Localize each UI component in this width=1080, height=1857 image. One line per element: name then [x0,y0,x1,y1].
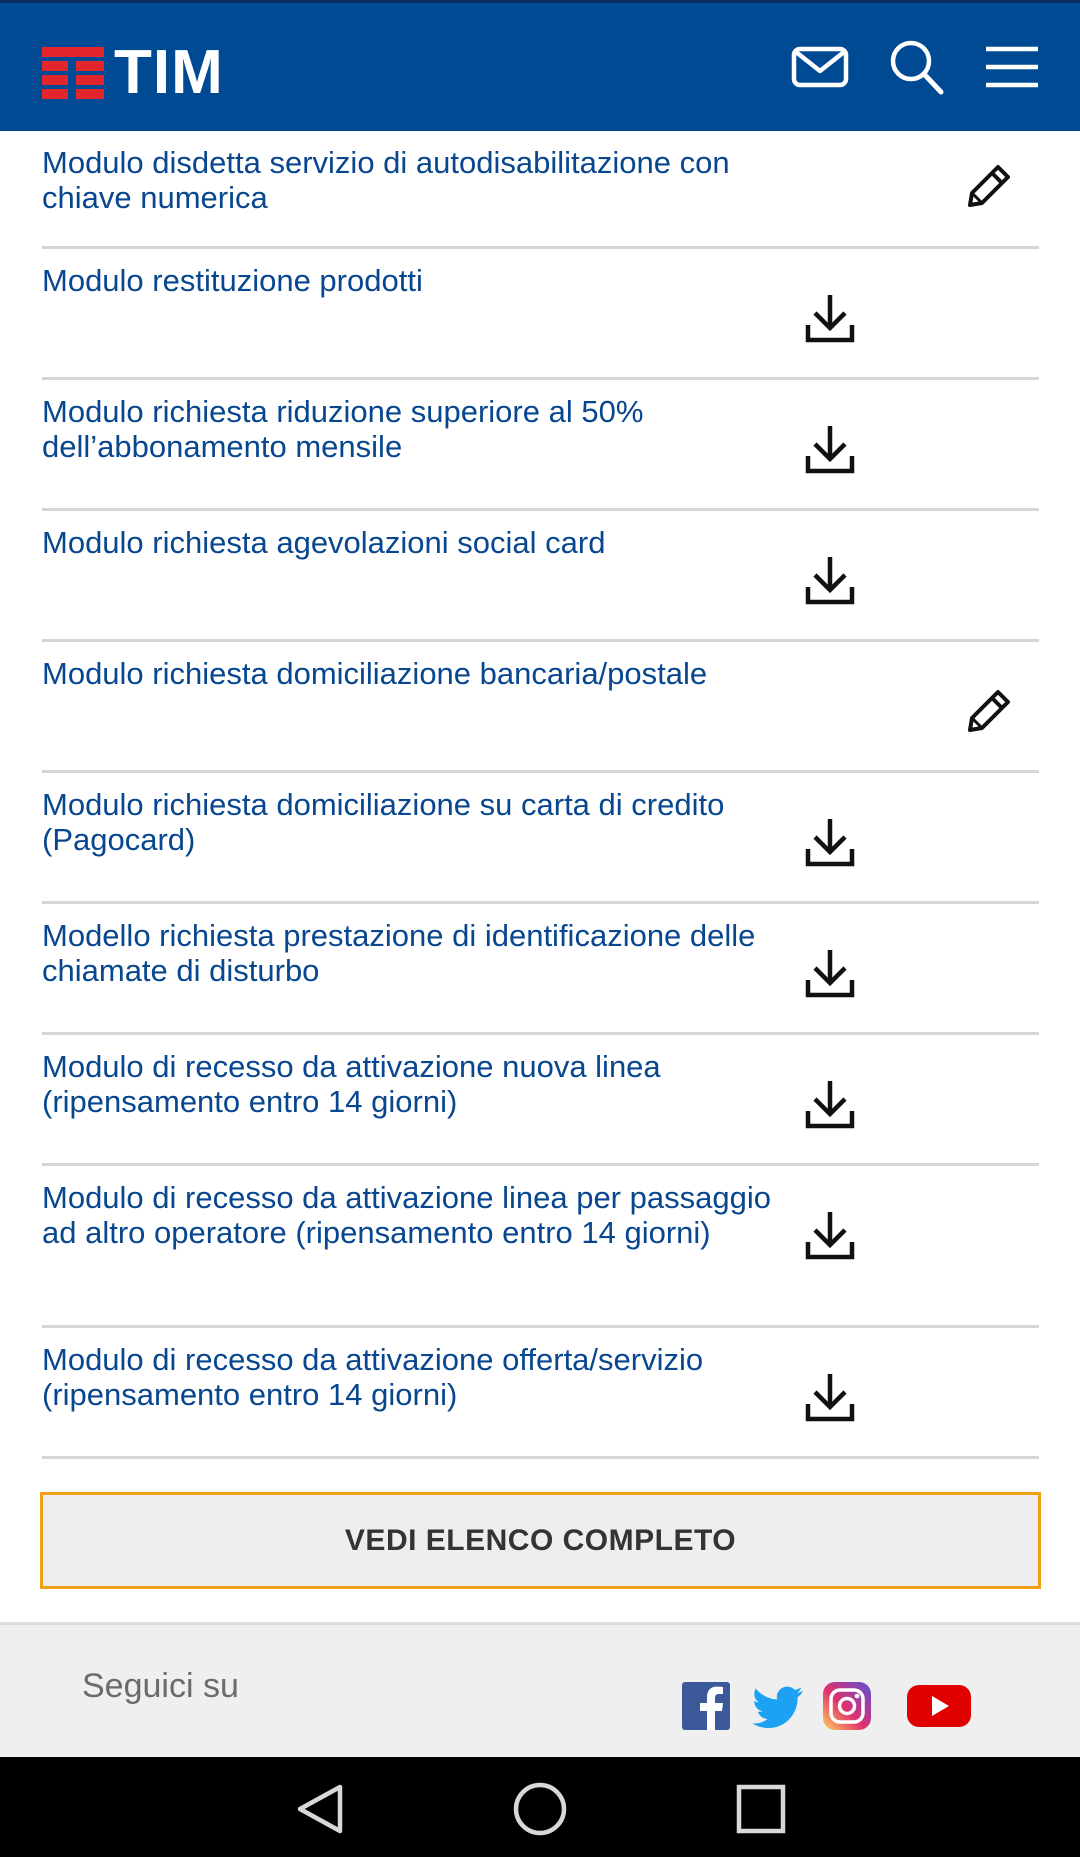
search-icon[interactable] [886,37,946,97]
document-title[interactable]: Modulo di recesso da attivazione offerta/servizio (ripensamento entro 14 giorni) [42,1342,704,1412]
download-icon[interactable] [803,815,857,869]
download-icon[interactable] [803,422,857,476]
document-title[interactable]: Modello richiesta prestazione di identificazione delle chiamate di disturbo [42,918,756,988]
list-item[interactable] [42,131,1039,249]
mail-icon[interactable] [790,37,850,97]
download-icon[interactable] [803,553,857,607]
list-item[interactable] [42,380,1039,511]
social-footer [0,1622,1080,1757]
list-item[interactable] [42,904,1039,1035]
brand-name: TIM [114,38,224,107]
system-navigation-bar [0,1757,1080,1857]
download-icon[interactable] [803,291,857,345]
tim-logo[interactable] [42,38,224,107]
download-icon[interactable] [803,946,857,1000]
twitter-icon[interactable] [751,1681,805,1731]
list-item[interactable] [42,1035,1039,1166]
menu-icon[interactable] [982,37,1042,97]
download-icon[interactable] [803,1208,857,1262]
youtube-icon[interactable] [907,1681,971,1731]
document-title[interactable]: Modulo disdetta servizio di autodisabilitazione con chiave numerica [42,145,730,215]
list-item[interactable] [42,642,1039,773]
facebook-icon[interactable] [682,1681,730,1731]
pencil-icon[interactable] [962,159,1016,213]
document-title[interactable]: Modulo richiesta domiciliazione bancaria/postale [42,656,708,691]
back-button[interactable] [292,1781,348,1837]
follow-us-label: Seguici su [82,1667,239,1705]
list-item[interactable] [42,1166,1039,1328]
list-item[interactable] [42,249,1039,380]
pencil-icon[interactable] [962,684,1016,738]
list-item[interactable] [42,773,1039,904]
list-item[interactable] [42,511,1039,642]
document-title[interactable]: Modulo restituzione prodotti [42,263,423,298]
document-title[interactable]: Modulo di recesso da attivazione nuova linea (ripensamento entro 14 giorni) [42,1049,661,1119]
document-title[interactable]: Modulo richiesta domiciliazione su carta di credito (Pagocard) [42,787,725,857]
recents-button[interactable] [733,1781,789,1837]
download-icon[interactable] [803,1077,857,1131]
document-title[interactable]: Modulo di recesso da attivazione linea per passaggio ad altro operatore (ripensamento entro 14 giorni) [42,1180,771,1250]
download-icon[interactable] [803,1370,857,1424]
list-item[interactable] [42,1328,1039,1459]
view-full-list-button[interactable]: VEDI ELENCO COMPLETO [40,1492,1041,1589]
top-app-bar [0,0,1080,131]
document-title[interactable]: Modulo richiesta riduzione superiore al 50% dell’abbonamento mensile [42,394,644,464]
instagram-icon[interactable] [822,1681,872,1731]
tim-logo-mark [42,47,104,99]
home-button[interactable] [512,1781,568,1837]
document-title[interactable]: Modulo richiesta agevolazioni social card [42,525,606,560]
